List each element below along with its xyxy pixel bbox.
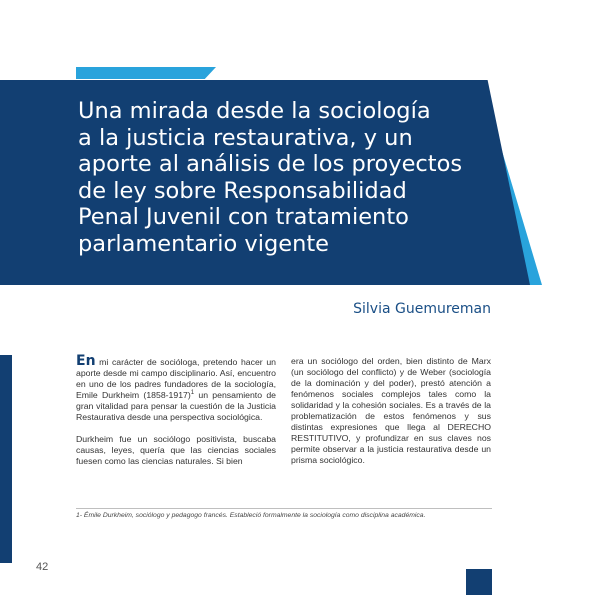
paragraph: Durkheim fue un sociólogo positivista, buscaba causas, leyes, quería que las ciencias sociales fuesen como las ciencias naturales. Si bien bbox=[76, 434, 276, 466]
page-number: 42 bbox=[36, 561, 49, 573]
footnote-ref[interactable]: 1 bbox=[190, 390, 195, 397]
paragraph-text: un pensamiento de gran vitalidad para pensar la cuestión de la Justicia Restaurativa desde una perspectiva sociológica. bbox=[76, 390, 276, 422]
title-line: a la justicia restaurativa, y un bbox=[78, 124, 413, 151]
footnote-text: 1- Émile Durkheim, sociólogo y pedagogo francés. Estableció formalmente la sociología como disciplina académica. bbox=[76, 512, 426, 519]
body-column-left bbox=[76, 353, 276, 478]
paragraph bbox=[76, 353, 276, 423]
body-column-right bbox=[291, 356, 491, 477]
title-line: aporte al análisis de los proyectos bbox=[78, 151, 463, 177]
footnote-divider bbox=[76, 508, 492, 509]
title-line: de ley sobre Responsabilidad bbox=[78, 177, 407, 204]
paragraph: era un sociólogo del orden, bien distinto de Marx (un sociólogo del conflicto) y de Weber (sociología de la dominación y del poder), prestó atención a fenómenos sociales complejos tales como la solidaridad y la cohesión sociales. Es a través de la problematización de estos fenómenos y sus distintas expresiones que llega al DERECHO RESTITUTIVO, y profundizar en sus claves nos permite observar a la justicia restaurativa desde un prisma sociológico. bbox=[291, 356, 491, 465]
drop-cap: En bbox=[76, 353, 96, 369]
title-line: Una mirada desde la sociología bbox=[78, 98, 431, 124]
author-name: Silvia Guemureman bbox=[353, 301, 491, 317]
paragraph-text: mi carácter de socióloga, pretendo hacer un aporte desde mi campo disciplinario. Así, encuentro en uno de los padres fundadores de la sociología, Emile Durkheim (1858-1917) bbox=[76, 357, 276, 400]
article-title bbox=[78, 98, 508, 257]
left-edge-bar bbox=[0, 355, 12, 563]
title-line: Penal Juvenil con tratamiento bbox=[78, 204, 409, 230]
title-line: parlamentario vigente bbox=[78, 230, 330, 257]
corner-square-decoration bbox=[466, 569, 492, 595]
top-accent-stripe bbox=[76, 67, 216, 79]
